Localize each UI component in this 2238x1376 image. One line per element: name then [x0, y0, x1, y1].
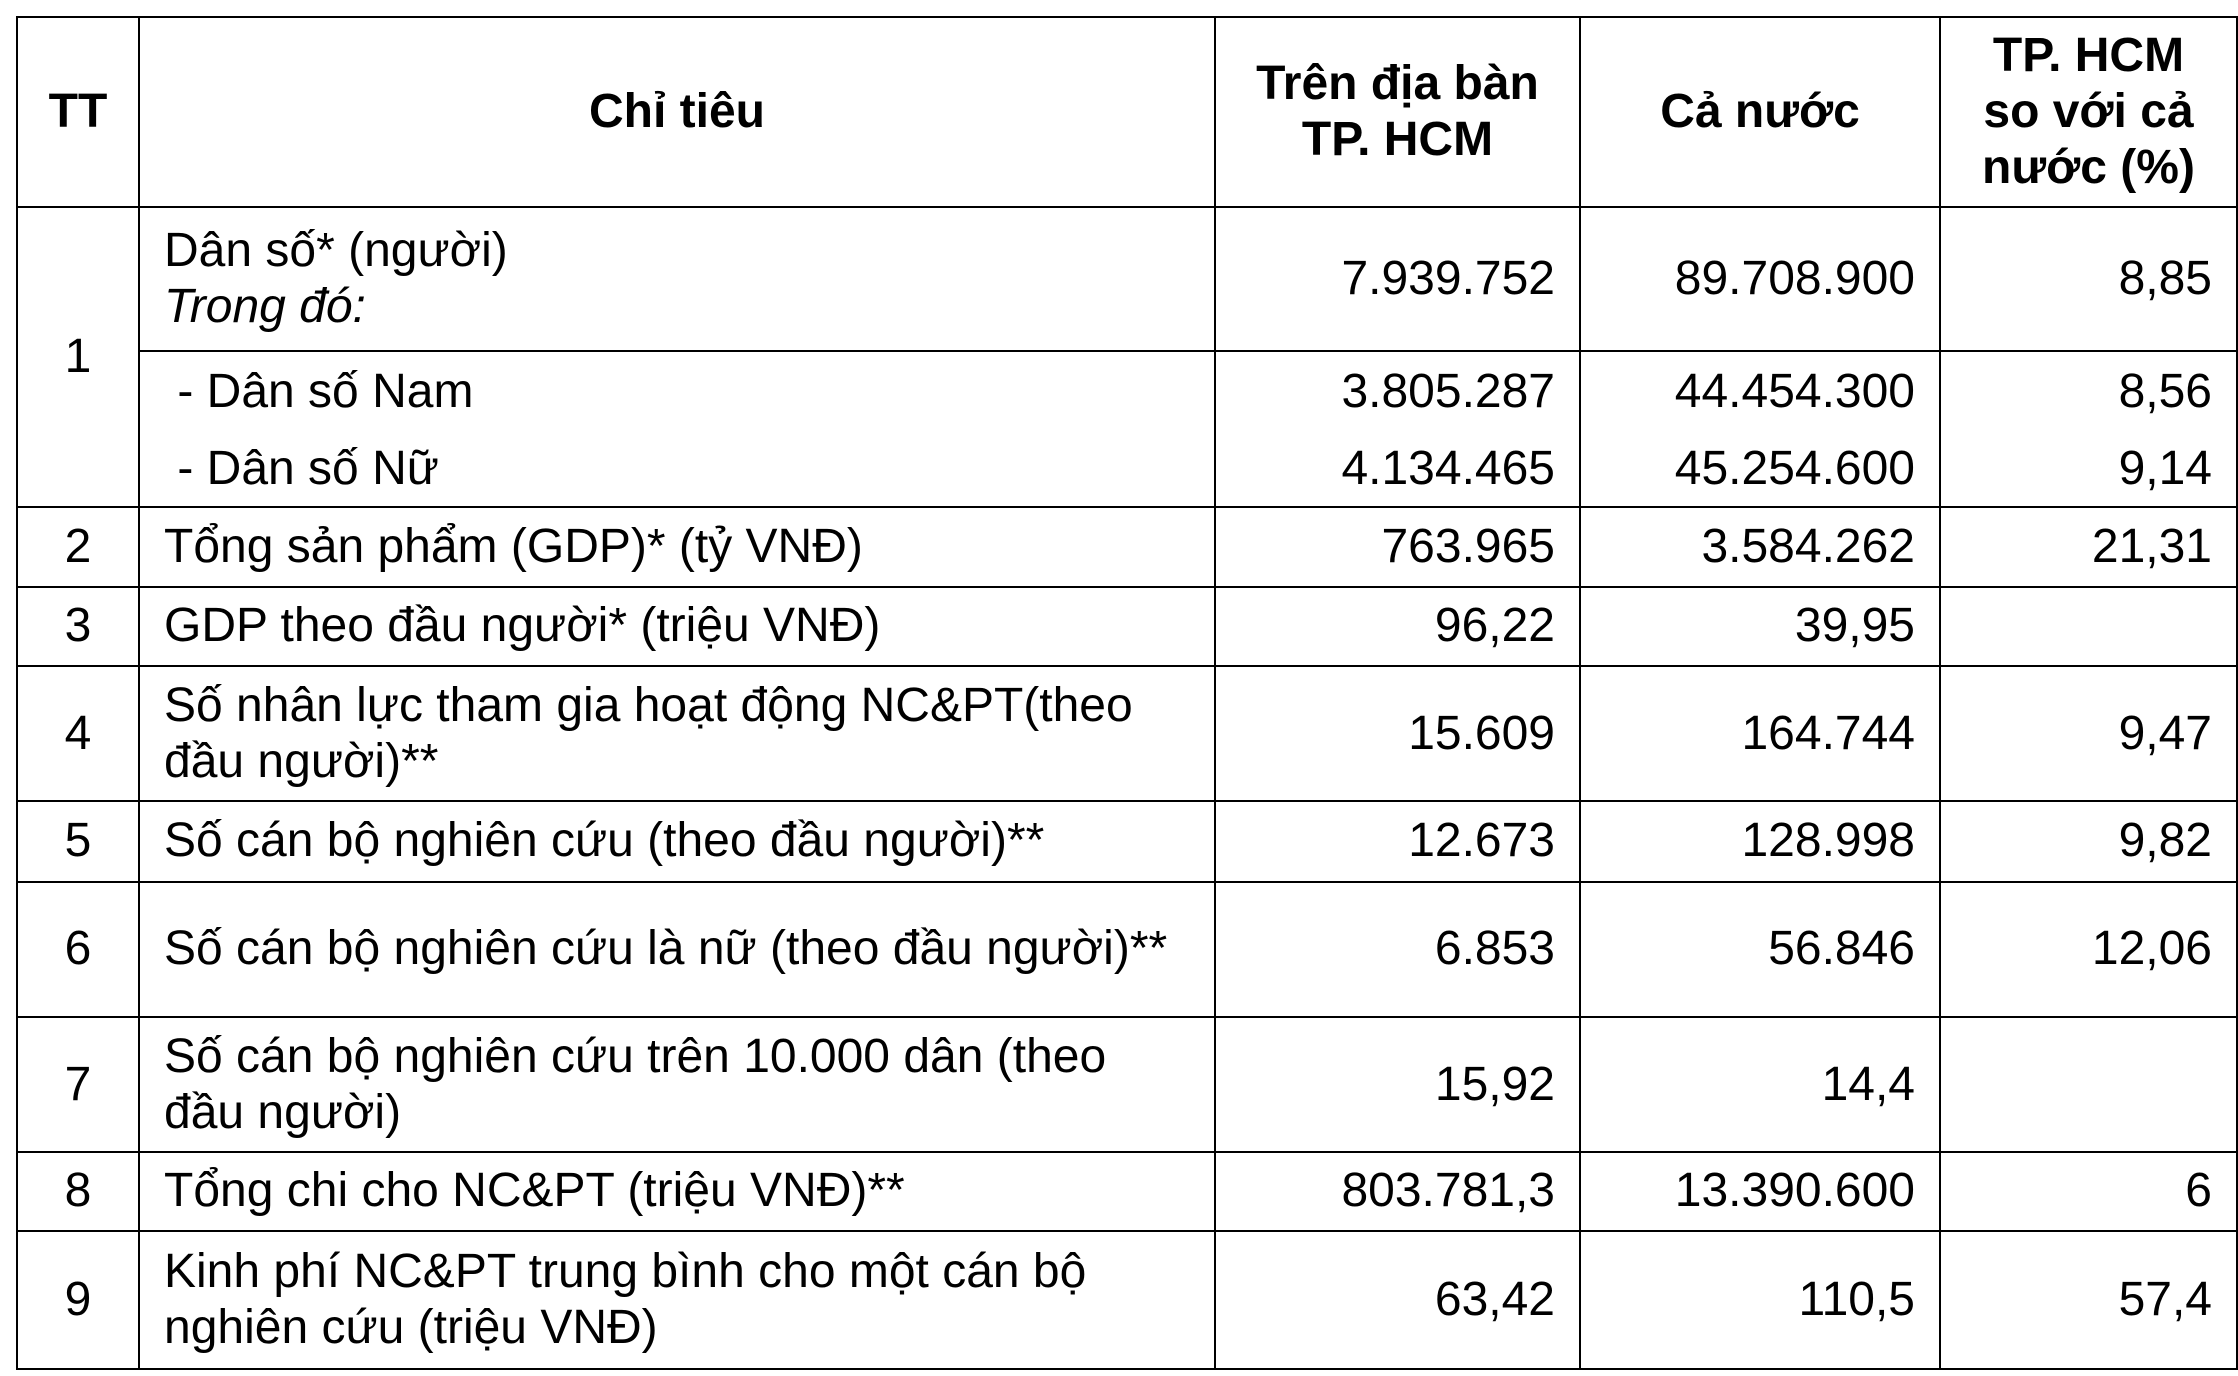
value-ratio: 57,4: [1940, 1231, 2237, 1369]
row-label: GDP theo đầu người* (triệu VNĐ): [139, 587, 1215, 666]
row-number: 6: [17, 882, 139, 1017]
header-row: [17, 17, 2237, 207]
value-hcm: 4.134.465: [1215, 431, 1580, 507]
row-number: 8: [17, 1152, 139, 1230]
table-row: [17, 587, 2237, 666]
table-row: [17, 1152, 2237, 1230]
row-number: 3: [17, 587, 139, 666]
value-ratio: 8,56: [1940, 351, 2237, 430]
row-label: Tổng sản phẩm (GDP)* (tỷ VNĐ): [139, 507, 1215, 586]
row-number: 4: [17, 666, 139, 801]
value-hcm: 3.805.287: [1215, 351, 1580, 430]
value-ratio: 9,14: [1940, 431, 2237, 507]
table-row: [17, 507, 2237, 586]
header-indicator: Chỉ tiêu: [139, 17, 1215, 207]
table-row: [17, 882, 2237, 1017]
value-hcm: 763.965: [1215, 507, 1580, 586]
value-nation: 128.998: [1580, 801, 1940, 881]
value-hcm: 96,22: [1215, 587, 1580, 666]
value-nation: 110,5: [1580, 1231, 1940, 1369]
row-number: 2: [17, 507, 139, 586]
value-hcm: 803.781,3: [1215, 1152, 1580, 1230]
row-label: Số cán bộ nghiên cứu là nữ (theo đầu người)**: [139, 882, 1215, 1017]
table-row: [17, 351, 2237, 430]
value-nation: 56.846: [1580, 882, 1940, 1017]
row-number: 1: [17, 207, 139, 507]
row-label: Số cán bộ nghiên cứu (theo đầu người)**: [139, 801, 1215, 881]
value-nation: 39,95: [1580, 587, 1940, 666]
value-ratio: 9,47: [1940, 666, 2237, 801]
row-number: 9: [17, 1231, 139, 1369]
table-row: [17, 1231, 2237, 1369]
value-hcm: 15,92: [1215, 1017, 1580, 1152]
statistics-table: [16, 16, 2238, 1370]
table-row: [17, 1017, 2237, 1152]
value-ratio: 8,85: [1940, 207, 2237, 351]
row-label-main: Dân số* (người): [164, 224, 508, 278]
value-ratio: 12,06: [1940, 882, 2237, 1017]
value-nation: 44.454.300: [1580, 351, 1940, 430]
row-label: - Dân số Nam: [139, 351, 1215, 430]
row-label: - Dân số Nữ: [139, 431, 1215, 507]
row-label: Số cán bộ nghiên cứu trên 10.000 dân (theo đầu người): [139, 1017, 1215, 1152]
value-hcm: 6.853: [1215, 882, 1580, 1017]
value-hcm: 12.673: [1215, 801, 1580, 881]
value-hcm: 15.609: [1215, 666, 1580, 801]
value-nation: 14,4: [1580, 1017, 1940, 1152]
table-row: [17, 431, 2237, 507]
row-label: Số nhân lực tham gia hoạt động NC&PT(theo đầu người)**: [139, 666, 1215, 801]
value-hcm: 7.939.752: [1215, 207, 1580, 351]
row-label: Kinh phí NC&PT trung bình cho một cán bộ nghiên cứu (triệu VNĐ): [139, 1231, 1215, 1369]
value-nation: 3.584.262: [1580, 507, 1940, 586]
value-nation: 45.254.600: [1580, 431, 1940, 507]
row-number: 5: [17, 801, 139, 881]
header-tt: TT: [17, 17, 139, 207]
header-nation: Cả nước: [1580, 17, 1940, 207]
value-ratio: 6: [1940, 1152, 2237, 1230]
value-nation: 164.744: [1580, 666, 1940, 801]
value-ratio: [1940, 1017, 2237, 1152]
value-ratio: [1940, 587, 2237, 666]
row-number: 7: [17, 1017, 139, 1152]
row-label-note: Trong đó:: [164, 280, 366, 334]
value-nation: 89.708.900: [1580, 207, 1940, 351]
value-hcm: 63,42: [1215, 1231, 1580, 1369]
table-row: [17, 801, 2237, 881]
row-label: [139, 207, 1215, 351]
header-ratio: TP. HCM so với cả nước (%): [1940, 17, 2237, 207]
value-nation: 13.390.600: [1580, 1152, 1940, 1230]
table-row: [17, 666, 2237, 801]
header-hcm: Trên địa bàn TP. HCM: [1215, 17, 1580, 207]
table-row: [17, 207, 2237, 351]
value-ratio: 9,82: [1940, 801, 2237, 881]
value-ratio: 21,31: [1940, 507, 2237, 586]
row-label: Tổng chi cho NC&PT (triệu VNĐ)**: [139, 1152, 1215, 1230]
